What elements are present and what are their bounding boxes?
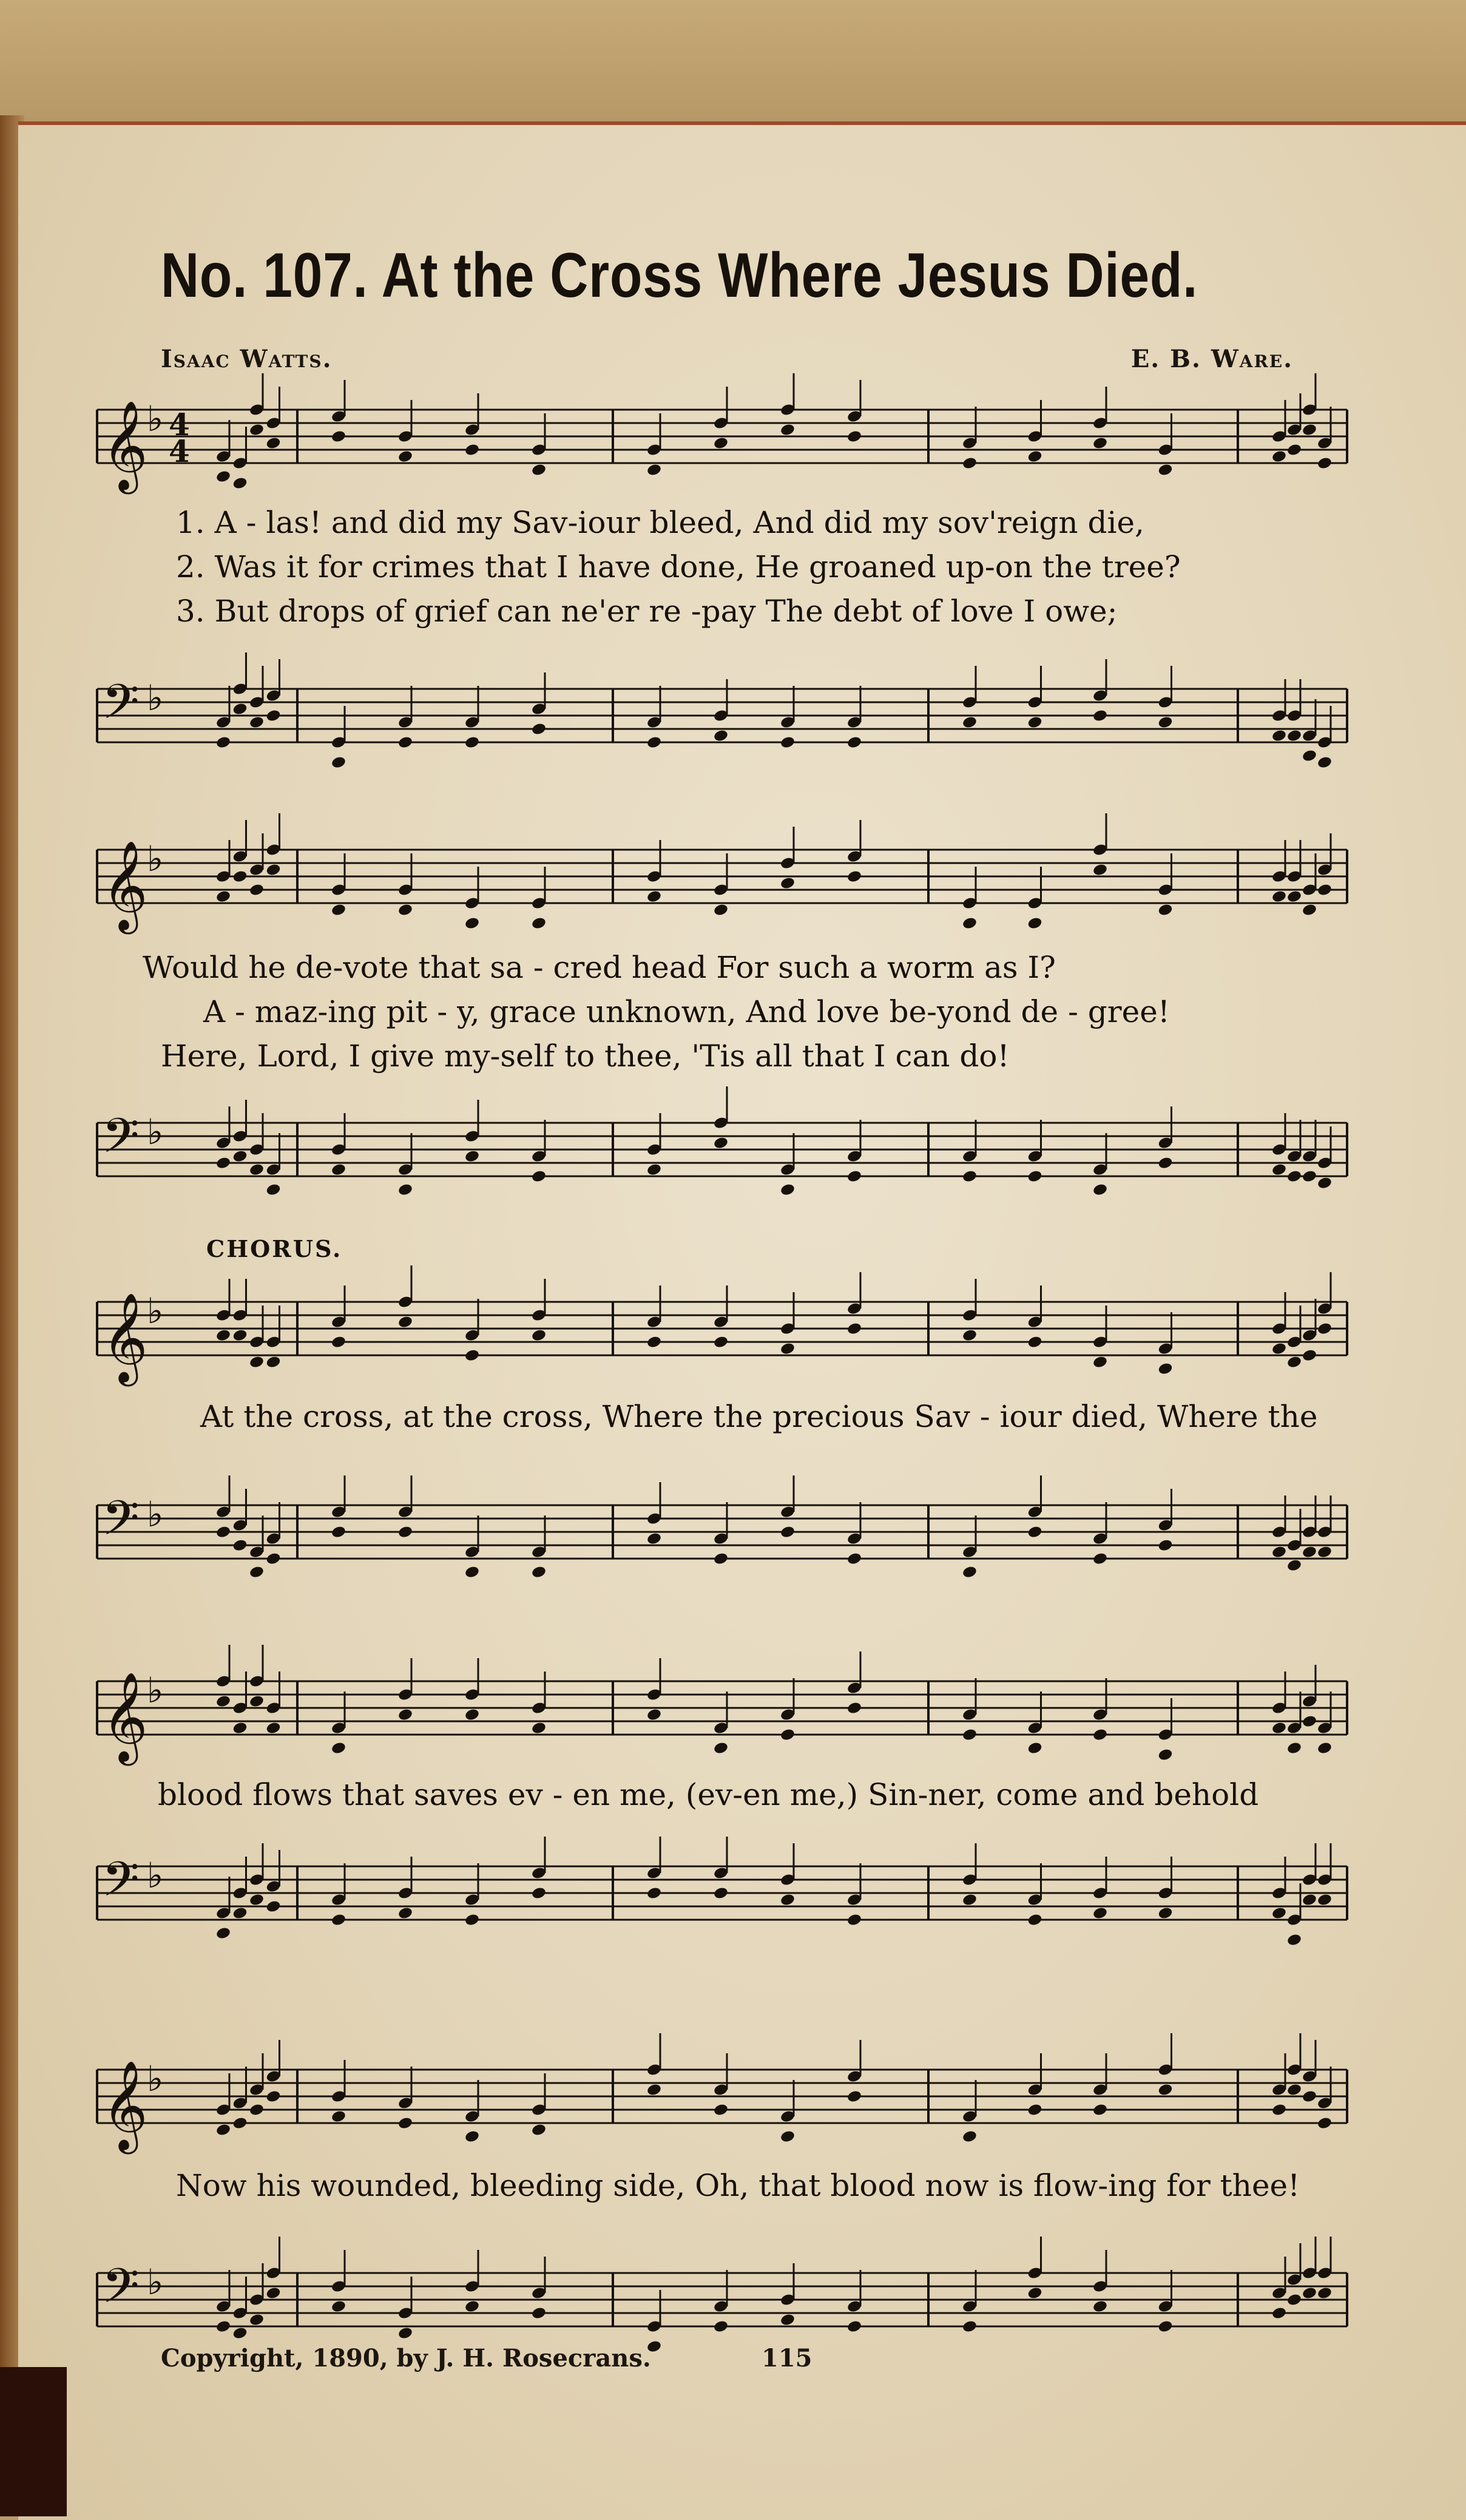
treble-staff-4 [97, 1666, 1347, 1762]
verse-3-line-2: Here, Lord, I give my-self to thee, 'Tis all that I can do! [161, 1038, 1010, 1074]
treble-staff-5 [97, 2054, 1347, 2150]
bass-staff-4 [97, 1851, 1347, 1936]
verse-3-line-1: 3. But drops of grief can ne'er re -pay The debt of love I owe; [176, 594, 1118, 629]
svg-text:𝄢: 𝄢 [102, 1490, 140, 1558]
svg-text:♭: ♭ [147, 2058, 164, 2100]
book-edge-top [0, 0, 1466, 127]
page-number: 115 [762, 2344, 812, 2373]
svg-text:♭: ♭ [147, 1670, 164, 1712]
svg-text:𝄢: 𝄢 [102, 2258, 140, 2326]
lyricist-credit: Isaac Watts. [161, 345, 333, 373]
copyright-notice: Copyright, 1890, by J. H. Rosecrans. [161, 2344, 651, 2373]
chorus-label: CHORUS. [206, 1235, 343, 1262]
svg-text:♭: ♭ [147, 398, 164, 440]
bass-staff-2 [97, 1108, 1347, 1193]
treble-staff-1 [97, 395, 1347, 490]
svg-text:♭: ♭ [147, 2261, 164, 2303]
composer-credit: E. B. Ware. [1130, 345, 1293, 373]
bass-staff-1 [97, 674, 1347, 759]
bass-staff-3 [97, 1490, 1347, 1575]
svg-text:𝄢: 𝄢 [102, 674, 140, 742]
svg-text:𝄢: 𝄢 [102, 1108, 140, 1176]
svg-text:𝄞: 𝄞 [102, 840, 148, 930]
hymn-title: No. 107. At the Cross Where Jesus Died. [161, 240, 1198, 311]
svg-text:4: 4 [169, 406, 190, 442]
svg-text:4: 4 [169, 433, 190, 469]
book-spine [0, 2367, 67, 2516]
verse-2-line-2: A - maz-ing pit - y, grace unknown, And love be-yond de - gree! [203, 994, 1170, 1029]
svg-text:♭: ♭ [147, 1111, 164, 1153]
svg-text:♭: ♭ [147, 677, 164, 719]
bass-staff-5 [97, 2258, 1347, 2343]
svg-text:♭: ♭ [147, 1290, 164, 1332]
chorus-line-3: Now his wounded, bleeding side, Oh, that blood now is flow-ing for thee! [176, 2168, 1300, 2203]
verse-1-line-1: 1. A - las! and did my Sav-iour bleed, And did my sov'reign die, [176, 505, 1144, 540]
chorus-line-2: blood flows that saves ev - en me, (ev-en me,) Sin-ner, come and behold [158, 1777, 1259, 1812]
svg-text:𝄞: 𝄞 [102, 400, 148, 490]
treble-staff-3 [97, 1287, 1347, 1383]
svg-text:𝄞: 𝄞 [102, 2060, 148, 2150]
svg-text:𝄢: 𝄢 [102, 1851, 140, 1919]
svg-text:𝄞: 𝄞 [102, 1672, 148, 1762]
svg-text:𝄞: 𝄞 [102, 1292, 148, 1383]
verse-1-line-2: Would he de-vote that sa - cred head For such a worm as I? [143, 950, 1056, 985]
verse-2-line-1: 2. Was it for crimes that I have done, He groaned up-on the tree? [176, 549, 1181, 584]
svg-text:♭: ♭ [147, 1494, 164, 1536]
svg-text:♭: ♭ [147, 1855, 164, 1897]
treble-staff-2 [97, 835, 1347, 930]
chorus-line-1: At the cross, at the cross, Where the precious Sav - iour died, Where the [200, 1399, 1318, 1434]
svg-text:♭: ♭ [147, 838, 164, 880]
